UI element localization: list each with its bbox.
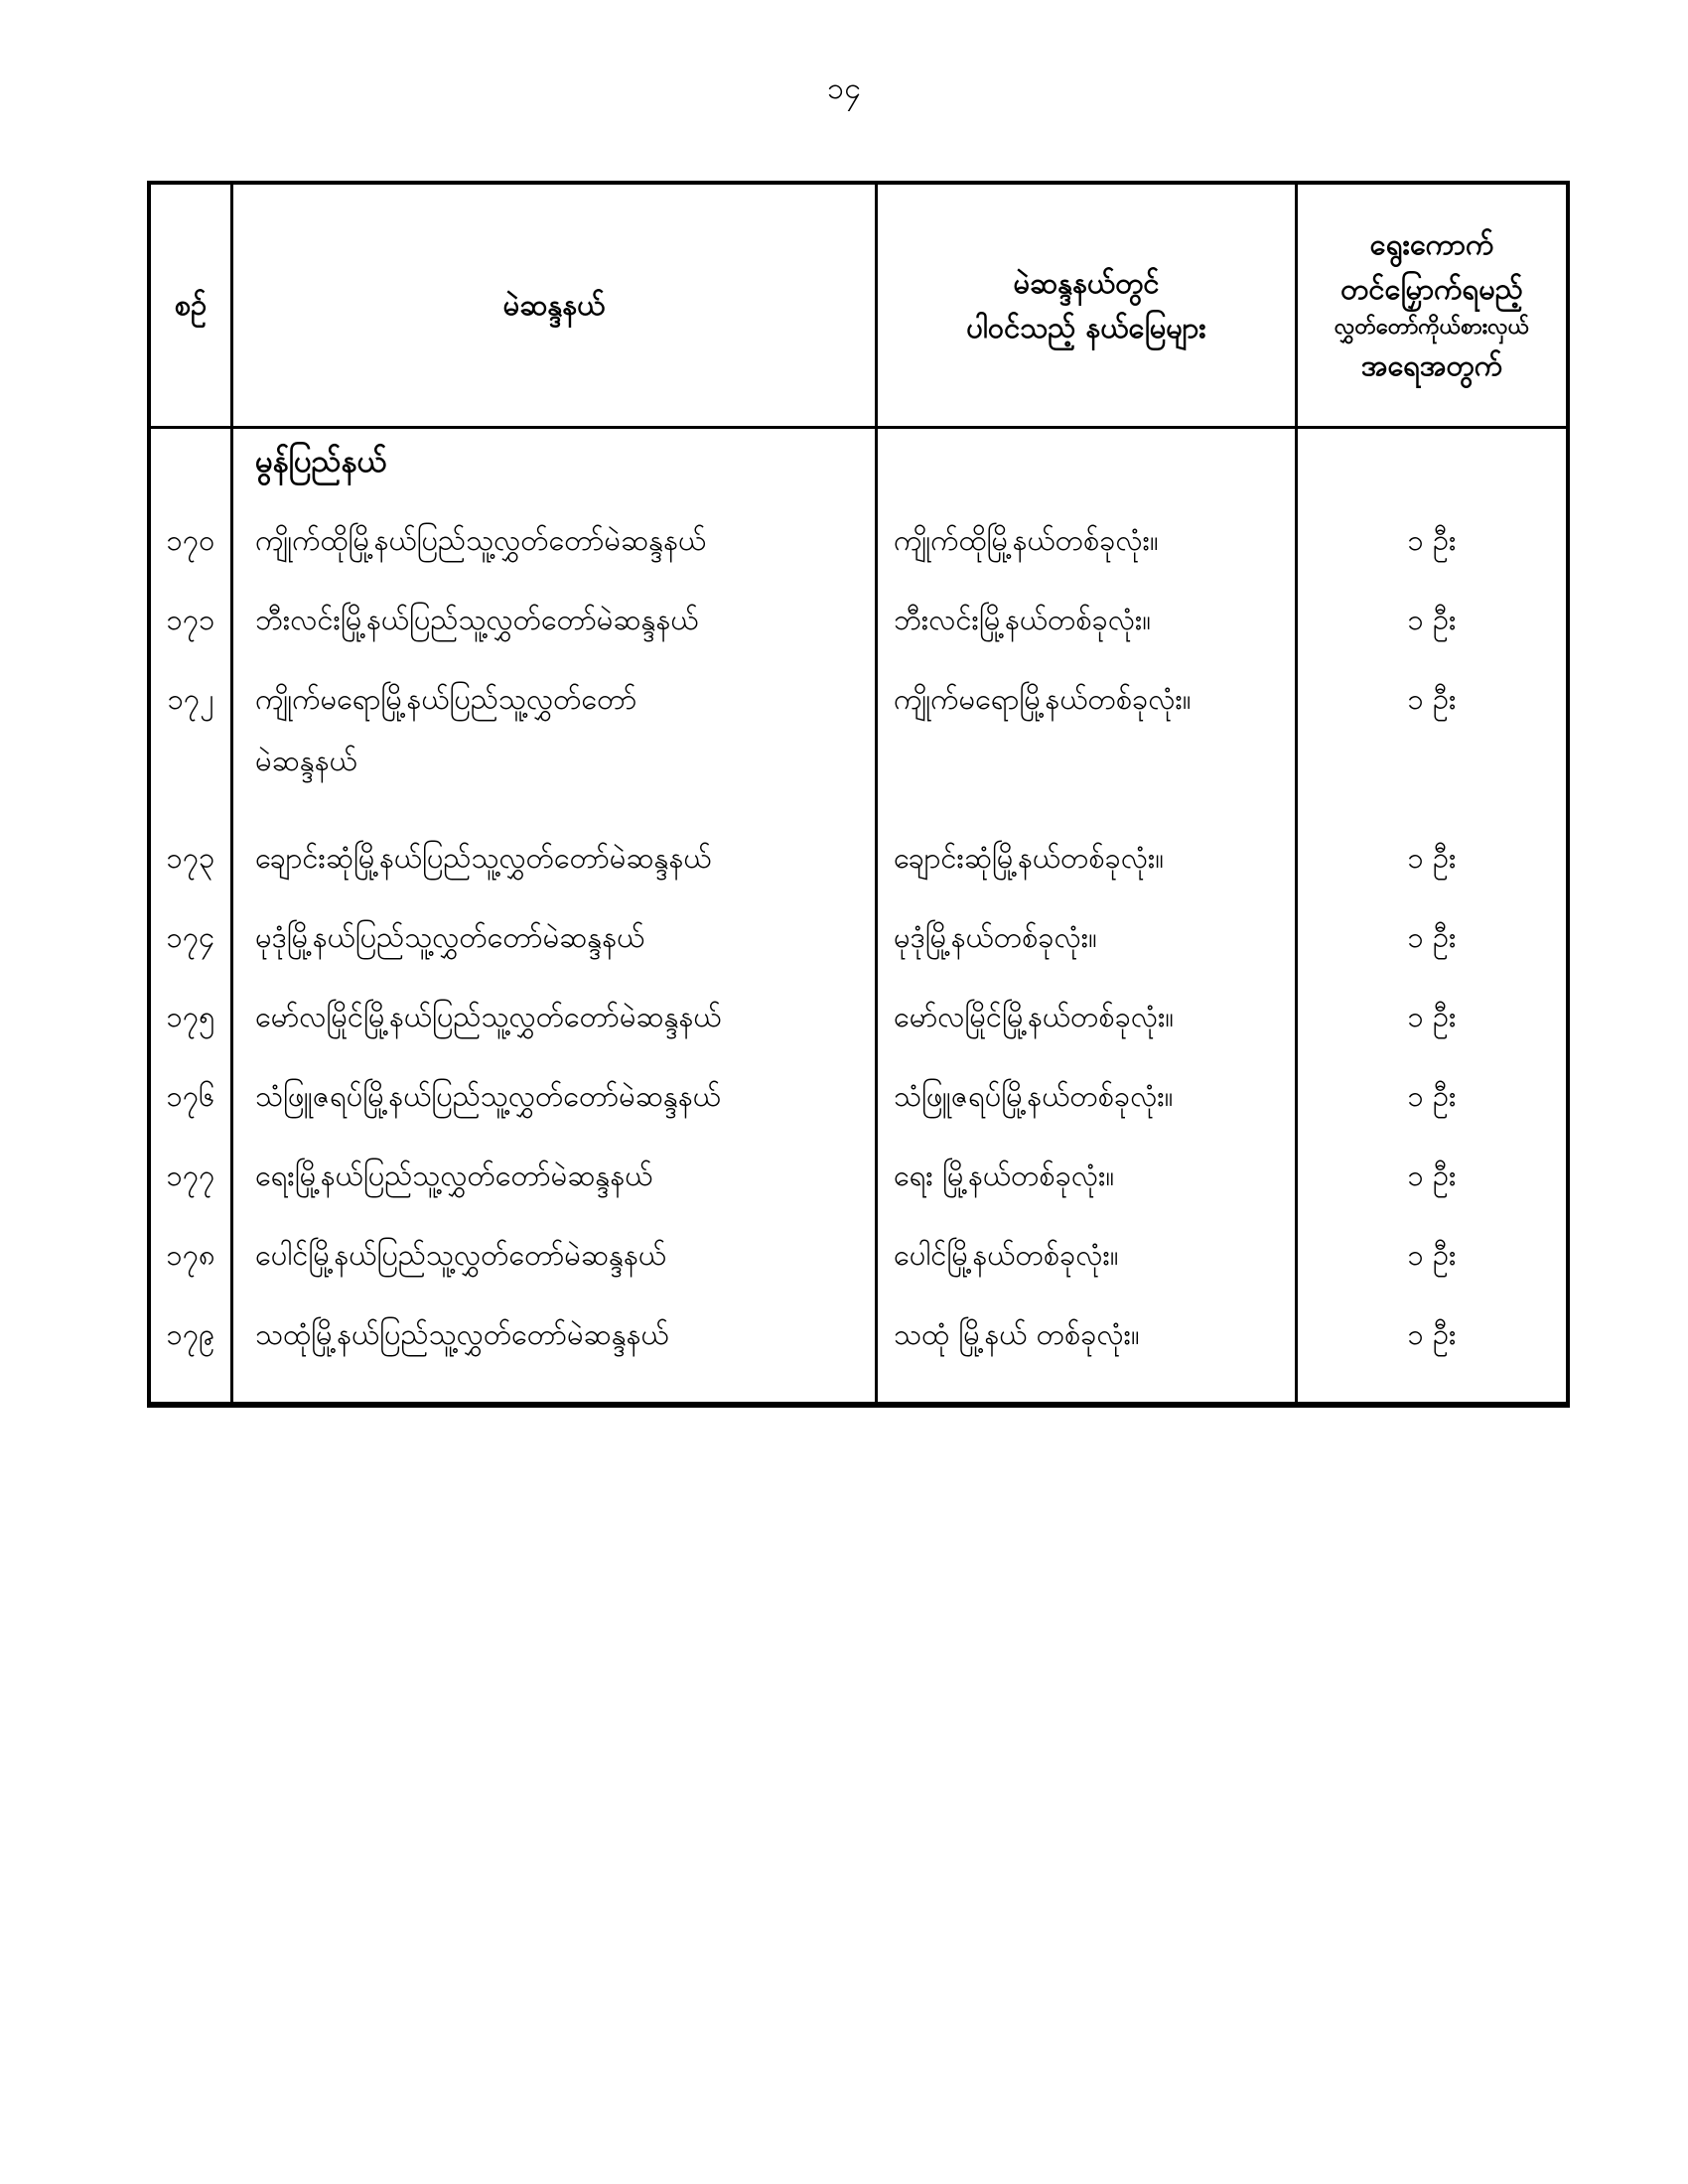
table-row [151, 1056, 1566, 1136]
representative-count: ၁ ဦး [1407, 1158, 1457, 1192]
included-areas: ချောင်းဆုံမြို့နယ်တစ်ခုလုံး။ [878, 818, 1298, 897]
included-areas: ကျိုက်ထိုမြို့နယ်တစ်ခုလုံး။ [878, 500, 1298, 580]
state-section-title: မွန်ပြည်နယ် [255, 444, 387, 479]
table-header-row [151, 185, 1566, 429]
representative-count: ၁ ဦး [1407, 919, 1457, 954]
row-number: ၁၇၉ [151, 1295, 233, 1374]
row-number: ၁၇၈ [151, 1215, 233, 1295]
table-row [151, 1136, 1566, 1215]
representative-count: ၁ ဦး [1407, 522, 1457, 557]
header-serial: စဉ် [151, 185, 233, 426]
included-areas: ကျိုက်မရောမြို့နယ်တစ်ခုလုံး။ [878, 659, 1298, 818]
table-row [151, 500, 1566, 580]
constituency-name: မော်လမြိုင်မြို့နယ်ပြည်သူ့လွှတ်တော်မဲဆန္ဒနယ် [233, 977, 878, 1056]
included-areas: မော်လမြိုင်မြို့နယ်တစ်ခုလုံး။ [878, 977, 1298, 1056]
representative-count: ၁ ဦး [1407, 602, 1457, 636]
included-areas: သံဖြူဇရပ်မြို့နယ်တစ်ခုလုံး။ [878, 1056, 1298, 1136]
row-number: ၁၇၅ [151, 977, 233, 1056]
row-number: ၁၇၁ [151, 580, 233, 659]
included-areas: မုဒုံမြို့နယ်တစ်ခုလုံး။ [878, 897, 1298, 977]
constituency-name: ကျိုက်ထိုမြို့နယ်ပြည်သူ့လွှတ်တော်မဲဆန္ဒနယ် [233, 500, 878, 580]
representative-count: ၁ ဦး [1407, 1237, 1457, 1272]
table-row [151, 897, 1566, 977]
table-row [151, 1215, 1566, 1295]
representative-count: ၁ ဦး [1407, 999, 1457, 1033]
row-number: ၁၇၃ [151, 818, 233, 897]
constituency-name: သံဖြူဇရပ်မြို့နယ်ပြည်သူ့လွှတ်တော်မဲဆန္ဒနယ် [233, 1056, 878, 1136]
constituency-table [147, 181, 1570, 1408]
included-areas: ဘီးလင်းမြို့နယ်တစ်ခုလုံး။ [878, 580, 1298, 659]
row-number: ၁၇၀ [151, 500, 233, 580]
row-number: ၁၇၆ [151, 1056, 233, 1136]
included-areas: ပေါင်မြို့နယ်တစ်ခုလုံး။ [878, 1215, 1298, 1295]
constituency-name: ပေါင်မြို့နယ်ပြည်သူ့လွှတ်တော်မဲဆန္ဒနယ် [233, 1215, 878, 1295]
table-filler-row [151, 1374, 1566, 1402]
representative-count: ၁ ဦး [1407, 1078, 1457, 1113]
table-row [151, 659, 1566, 818]
table-row [151, 818, 1566, 897]
header-representative-count: ရွေးကောက် တင်မြှောက်ရမည့် လွှတ်တော်ကိုယ်စားလှယ် အရေအတွက် [1334, 226, 1530, 383]
table-body [151, 429, 1566, 1402]
representative-count: ၁ ဦး [1407, 840, 1457, 875]
table-row [151, 977, 1566, 1056]
state-section-row [151, 429, 1566, 500]
representative-count: ၁ ဦး [1407, 682, 1457, 716]
included-areas: သထုံ မြို့နယ် တစ်ခုလုံး။ [878, 1295, 1298, 1374]
constituency-name: မုဒုံမြို့နယ်ပြည်သူ့လွှတ်တော်မဲဆန္ဒနယ် [233, 897, 878, 977]
table-row [151, 1295, 1566, 1374]
constituency-name: ကျိုက်မရောမြို့နယ်ပြည်သူ့လွှတ်တော် မဲဆန္ဒနယ် [233, 659, 878, 818]
table-row [151, 580, 1566, 659]
constituency-name: ဘီးလင်းမြို့နယ်ပြည်သူ့လွှတ်တော်မဲဆန္ဒနယ် [233, 580, 878, 659]
header-included-areas: မဲဆန္ဒနယ်တွင် ပါဝင်သည့် နယ်မြေများ [878, 185, 1298, 426]
constituency-name: ချောင်းဆုံမြို့နယ်ပြည်သူ့လွှတ်တော်မဲဆန္ဒနယ် [233, 818, 878, 897]
row-number: ၁၇၇ [151, 1136, 233, 1215]
constituency-name: ရေးမြို့နယ်ပြည်သူ့လွှတ်တော်မဲဆန္ဒနယ် [233, 1136, 878, 1215]
row-number: ၁၇၄ [151, 897, 233, 977]
header-constituency: မဲဆန္ဒနယ် [233, 185, 878, 426]
representative-count: ၁ ဦး [1407, 1316, 1457, 1351]
included-areas: ရေး မြို့နယ်တစ်ခုလုံး။ [878, 1136, 1298, 1215]
page-number: ၁၄ [827, 71, 861, 106]
constituency-name: သထုံမြို့နယ်ပြည်သူ့လွှတ်တော်မဲဆန္ဒနယ် [233, 1295, 878, 1374]
row-number: ၁၇၂ [151, 659, 233, 818]
